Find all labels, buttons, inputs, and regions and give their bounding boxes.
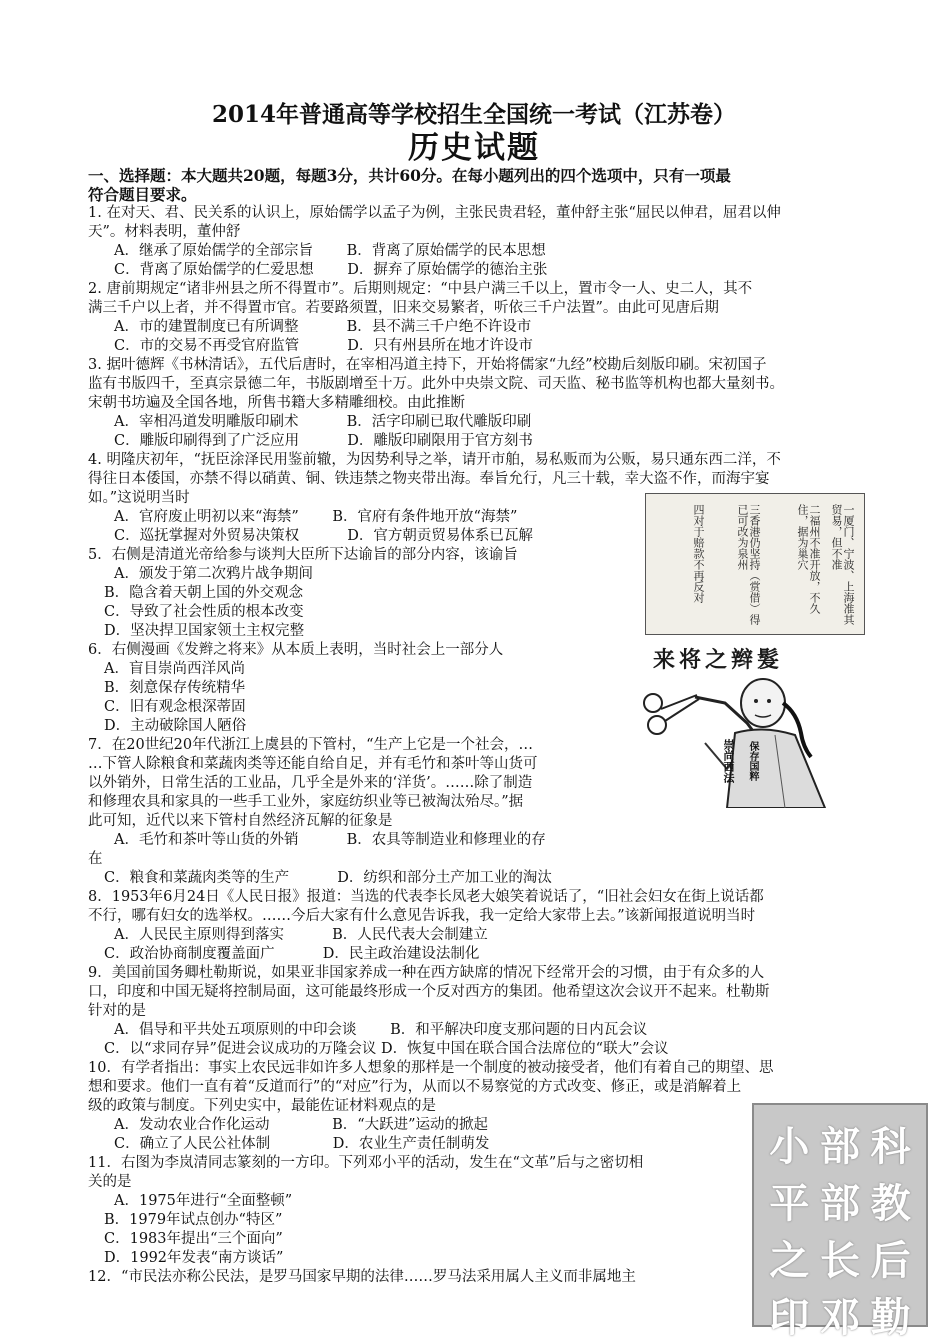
- seal-char: 平: [769, 1181, 810, 1227]
- question-text: 8．1953年6月24日《人民日报》报道：当选的代表李长凤老大娘笑着说话了，“旧社会妇女在街上说话都: [88, 889, 764, 905]
- question-text: 满三千户以上者，并不得置市官。若要路须置，旧来交易繁者，听依三千户法置”。由此可见唐后期: [88, 300, 719, 316]
- question-text: 如。”这说明当时: [88, 490, 190, 506]
- comic-title: 来将之辫髮: [653, 647, 784, 673]
- question-text: 天”。材料表明，董仲舒: [88, 224, 241, 240]
- option-row: C．确立了人民公社体制 D．农业生产责任制萌发: [114, 1136, 490, 1152]
- option-row: A．毛竹和茶叶等山货的外销 B．农具等制造业和修理业的存: [114, 832, 546, 848]
- option-row: C．雕版印刷得到了广泛应用 D．雕版印刷限用于官方刻书: [114, 433, 533, 449]
- question-2: [88, 280, 860, 356]
- edict-column: 三香港仍坚持（赏借）得已可改为泉州: [736, 504, 761, 625]
- option-row: C．旧有观念根深蒂固: [104, 699, 246, 715]
- question-text: 以外销外，日常生活的工业品，几乎全是外来的‘洋货’。……除了制造: [88, 775, 533, 791]
- question-text: 7．在20世纪20年代浙江上虞县的下管村，“生产上它是一个社会，…: [88, 737, 534, 753]
- question-text: 得往日本倭国，亦禁不得以硝黄、铜、铁违禁之物夹带出海。奉旨允行，凡三十载，幸大盗不作，而海宇宴: [88, 471, 770, 487]
- cartoon-label-right: 保存国粹: [747, 741, 758, 781]
- edict-column: 二福州不准开放，不久住，据为巢穴: [796, 504, 821, 614]
- option-row: C．巡抚掌握对外贸易决策权 D．官方朝贡贸易体系已瓦解: [114, 528, 533, 544]
- option-row: A．官府废止明初以来“海禁” B．官府有条件地开放“海禁”: [114, 509, 518, 525]
- option-row: D．坚决捍卫国家领土主权完整: [104, 623, 305, 639]
- option-row: D．1992年发表“南方谈话”: [104, 1250, 284, 1266]
- seal-image: [752, 1103, 928, 1341]
- question-text: 12．“市民法亦称公民法，是罗马国家早期的法律……罗马法采用属人主义而非属地主: [88, 1269, 636, 1285]
- question-text: 宋朝书坊遍及全国各地，所售书籍大多精雕细校。由此推断: [88, 395, 465, 411]
- option-row: A．人民民主原则得到落实 B．人民代表大会制建立: [114, 927, 488, 943]
- seal-char: 部: [819, 1181, 860, 1227]
- option-row: B．1979年试点创办“特区”: [104, 1212, 283, 1228]
- question-text: 4. 明隆庆初年，“抚臣涂泽民用鉴前辙，为因势利导之举，请开市舶，易私贩而为公贩，易只通东西二洋，不: [88, 452, 781, 468]
- option-row: C．市的交易不再受官府监管 D．只有州县所在地才许设市: [114, 338, 533, 354]
- section-instruction: 一、选择题：本大题共20题，每题3分，共计60分。在每小题列出的四个选项中，只有一项最: [88, 166, 731, 185]
- option-row: A．盲目崇尚西洋风尚: [104, 661, 245, 677]
- question-text: …下管人除粮食和菜蔬肉类等还能自给自足，并有毛竹和茶叶等山货可: [88, 756, 538, 772]
- exam-title: 2014年普通高等学校招生全国统一考试（江苏卷）: [211, 101, 736, 128]
- option-row: B．隐含着天朝上国的外交观念: [104, 585, 304, 601]
- question-3: [88, 356, 860, 451]
- exam-subject: 历史试题: [408, 130, 540, 166]
- option-row: A．市的建置制度已有所调整 B．县不满三千户绝不许设市: [114, 319, 532, 335]
- comic-illustration: [635, 493, 867, 808]
- section-instruction-cont: 符合题目要求。: [88, 185, 197, 204]
- seal-char: 后: [870, 1238, 911, 1284]
- question-text: 2. 唐前期规定“诸非州县之所不得置市”。后期则规定：“中县户满三千以上，置市令一人、史二人，其不: [88, 281, 753, 297]
- option-row: C．1983年提出“三个面向”: [104, 1231, 283, 1247]
- question-text: 1. 在对天、君、民关系的认识上，原始儒学以孟子为例，主张民贵君轻，董仲舒主张“屈民以伸君，屈君以伸: [88, 205, 781, 221]
- question-text: 3. 据叶德辉《书林清话》，五代后唐时，在宰相冯道主持下，开始将儒家“九经”校勘后刻版印刷。宋初国子: [88, 357, 767, 373]
- option-row: A．发动农业合作化运动 B．“大跃进”运动的掀起: [114, 1117, 489, 1133]
- option-row: A．1975年进行“全面整顿”: [114, 1193, 293, 1209]
- option-row: C．以“求同存异”促进会议成功的万隆会议 D．恢复中国在联合国合法席位的“联大”会议: [104, 1041, 669, 1057]
- seal-char: 部: [819, 1124, 860, 1170]
- question-text: 10．有学者指出：事实上农民远非如许多人想象的那样是一个制度的被动接受者，他们有着自己的期望、思: [88, 1060, 774, 1076]
- seal-char: 印: [769, 1295, 810, 1341]
- question-text: 口，印度和中国无疑将控制局面，这可能最终形成一个反对西方的集团。他希望这次会议开不起来。杜勒斯: [88, 984, 770, 1000]
- option-row: C．背离了原始儒学的仁爱思想 D．摒弃了原始儒学的德治主张: [114, 262, 548, 278]
- question-text: 级的政策与制度。下列史实中，最能佐证材料观点的是: [88, 1098, 436, 1114]
- option-row-wrap: 在: [88, 851, 103, 867]
- question-text: 5．右侧是清道光帝给参与谈判大臣所下达谕旨的部分内容，该谕旨: [88, 547, 518, 563]
- option-row: A．颁发于第二次鸦片战争期间: [114, 566, 313, 582]
- question-text: 监有书版四千，至真宗景德二年，书版剧增至十万。此外中央崇文院、司天监、秘书监等机构也都大量刻书。: [88, 376, 784, 392]
- question-text: 6．右侧漫画《发辫之将来》从本质上表明，当时社会上一部分人: [88, 642, 504, 658]
- question-1: [88, 204, 860, 280]
- seal-char: 长: [819, 1238, 860, 1284]
- edict-column: 四对于赔款不再反对: [692, 504, 705, 603]
- seal-char: 小: [769, 1124, 810, 1170]
- question-text: 此可知，近代以来下管村自然经济瓦解的征象是: [88, 813, 393, 829]
- question-text: 不行，哪有妇女的选举权。……今后大家有什么意见告诉我，我一定给大家带上去。”该新闻报道说明当时: [88, 908, 756, 924]
- question-12: [88, 1268, 860, 1287]
- question-text: 针对的是: [88, 1003, 146, 1019]
- question-text: 关的是: [88, 1174, 132, 1190]
- option-row: A．继承了原始儒学的全部宗旨 B．背离了原始儒学的民本思想: [114, 243, 546, 259]
- question-text: 和修理农具和家具的一些手工业外，家庭纺织业等已被淘汰殆尽。”据: [88, 794, 524, 810]
- seal-char: 之: [769, 1238, 810, 1284]
- seal-characters: [764, 1115, 916, 1341]
- seal-char: 科: [870, 1124, 911, 1170]
- edict-scroll: [645, 493, 865, 635]
- option-row: C．粮食和菜蔬肉类等的生产 D．纺织和部分土产加工业的淘汰: [104, 870, 552, 886]
- question-text: 想和要求。他们一直有着“反道而行”的“对应”行为，从而以不易察觉的方式改变、修正，或是消解着上: [88, 1079, 742, 1095]
- option-row: C．导致了社会性质的根本改变: [104, 604, 304, 620]
- question-text: 11．右图为李岚清同志篆刻的一方印。下列邓小平的活动，发生在“文革”后与之密切相: [88, 1155, 644, 1171]
- question-9: [88, 964, 860, 1059]
- question-11: [88, 1154, 860, 1268]
- question-8: [88, 888, 860, 964]
- option-row: C．政治协商制度覆盖面广 D．民主政治建设法制化: [104, 946, 480, 962]
- seal-char: 教: [870, 1181, 911, 1227]
- seal-char: 邓: [819, 1295, 860, 1341]
- option-row: A．倡导和平共处五项原则的中印会谈 B．和平解决印度支那问题的日内瓦会议: [114, 1022, 648, 1038]
- cartoon-label-left: 崇尚西法: [722, 739, 735, 783]
- option-row: D．主动破除国人陋俗: [104, 718, 247, 734]
- option-row: A．宰相冯道发明雕版印刷术 B．活字印刷已取代雕版印刷: [114, 414, 532, 430]
- question-10: [88, 1059, 860, 1154]
- seal-char: 勤: [870, 1295, 911, 1341]
- question-text: 9．美国前国务卿杜勒斯说，如果亚非国家养成一种在西方缺席的情况下经常开会的习惯，由于有众多的人: [88, 965, 765, 981]
- edict-column: 一厦门、宁波、上海准其贸易，但不准: [830, 504, 855, 625]
- option-row: B．刻意保存传统精华: [104, 680, 246, 696]
